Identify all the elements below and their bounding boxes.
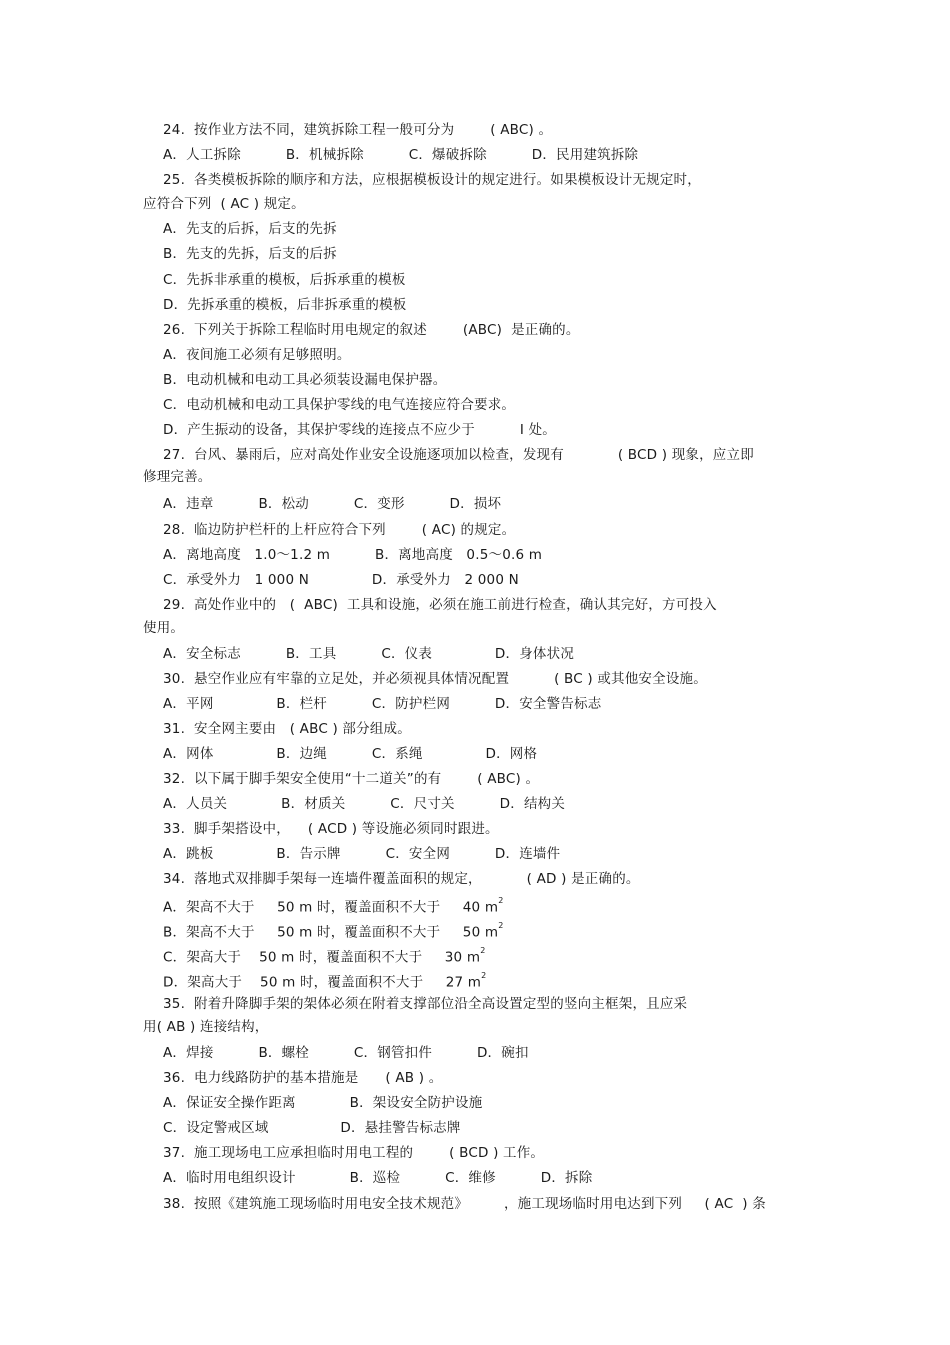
superscript-2: 2 xyxy=(481,971,487,980)
question-27: 27. 台风、暴雨后，应对高处作业安全设施逐项加以检查，发现有 ( BCD ) 现象，应立即 xyxy=(163,447,754,463)
option-34-c-text: C．架高大于 50 m 时，覆盖面积不大于 30 m xyxy=(163,949,481,966)
option-34-a xyxy=(163,895,503,917)
question-29-cont: 使用。 xyxy=(143,620,185,636)
question-29: 29. 高处作业中的 ( ABC) 工具和设施，必须在施工前进行检查，确认其完好，方可投入 xyxy=(163,597,717,613)
question-26: 26. 下列关于拆除工程临时用电规定的叙述 (ABC) 是正确的。 xyxy=(163,322,580,338)
options-31: A．网体 B．边绳 C．系绳 D．网格 xyxy=(163,746,538,762)
options-36-ab: A．保证安全操作距离 B．架设安全防护设施 xyxy=(163,1095,483,1111)
option-34-a-text: A．架高不大于 50 m 时，覆盖面积不大于 40 m xyxy=(163,899,499,916)
option-26-c: C．电动机械和电动工具保护零线的电气连接应符合要求。 xyxy=(163,397,516,413)
option-34-d xyxy=(163,970,486,992)
question-30: 30. 悬空作业应有牢靠的立足处，并必须视具体情况配置 ( BC ) 或其他安全设施。 xyxy=(163,671,707,687)
question-36: 36. 电力线路防护的基本措施是 ( AB ) 。 xyxy=(163,1070,443,1086)
superscript-2: 2 xyxy=(498,921,504,930)
options-28-cd: C．承受外力 1 000 N D．承受外力 2 000 N xyxy=(163,572,519,588)
options-27: A．违章 B．松动 C．变形 D．损坏 xyxy=(163,496,502,512)
question-31: 31. 安全网主要由 ( ABC ) 部分组成。 xyxy=(163,721,411,737)
options-35: A．焊接 B．螺栓 C．钢管扣件 D．碗扣 xyxy=(163,1045,529,1061)
option-25-a: A．先支的后拆，后支的先拆 xyxy=(163,221,337,237)
options-28-ab: A．离地高度 1.0～1.2 m B．离地高度 0.5～0.6 m xyxy=(163,547,543,563)
question-35: 35. 附着升降脚手架的架体必须在附着支撑部位沿全高设置定型的竖向主框架，且应采 xyxy=(163,996,688,1012)
option-25-b: B．先支的先拆，后支的后拆 xyxy=(163,246,337,262)
options-29: A．安全标志 B．工具 C．仪表 D．身体状况 xyxy=(163,646,575,662)
option-34-c xyxy=(163,945,485,967)
question-34: 34. 落地式双排脚手架每一连墙件覆盖面积的规定， ( AD ) 是正确的。 xyxy=(163,871,640,887)
options-32: A．人员关 B．材质关 C．尺寸关 D．结构关 xyxy=(163,796,566,812)
question-25-cont: 应符合下列 ( AC ) 规定。 xyxy=(143,196,305,212)
question-32: 32. 以下属于脚手架安全使用“十二道关”的有 ( ABC) 。 xyxy=(163,771,540,787)
options-37: A．临时用电组织设计 B．巡检 C．维修 D．拆除 xyxy=(163,1170,593,1186)
option-26-d: D．产生振动的设备，其保护零线的连接点不应少于 I 处。 xyxy=(163,422,556,438)
option-34-d-text: D．架高大于 50 m 时，覆盖面积不大于 27 m xyxy=(163,974,482,991)
options-36-cd: C．设定警戒区域 D．悬挂警告标志牌 xyxy=(163,1120,461,1136)
option-25-d: D．先拆承重的模板，后非拆承重的模板 xyxy=(163,297,407,313)
option-25-c: C．先拆非承重的模板，后拆承重的模板 xyxy=(163,272,406,288)
superscript-2: 2 xyxy=(498,896,504,905)
options-33: A．跳板 B．告示牌 C．安全网 D．连墙件 xyxy=(163,846,561,862)
question-28: 28. 临边防护栏杆的上杆应符合下列 ( AC) 的规定。 xyxy=(163,522,516,538)
options-24: A．人工拆除 B．机械拆除 C．爆破拆除 D．民用建筑拆除 xyxy=(163,147,639,163)
question-35-cont: 用( AB ) 连接结构， xyxy=(143,1019,269,1035)
question-37: 37. 施工现场电工应承担临时用电工程的 ( BCD ) 工作。 xyxy=(163,1145,545,1161)
option-26-a: A．夜间施工必须有足够照明。 xyxy=(163,347,351,363)
question-27-cont: 修理完善。 xyxy=(143,469,212,485)
question-24: 24. 按作业方法不同，建筑拆除工程一般可分为 ( ABC) 。 xyxy=(163,122,553,138)
option-34-b-text: B．架高不大于 50 m 时，覆盖面积不大于 50 m xyxy=(163,924,499,941)
question-38: 38. 按照《建筑施工现场临时用电安全技术规范》 ，施工现场临时用电达到下列 ( AC ) 条 xyxy=(163,1196,766,1212)
option-34-b xyxy=(163,920,504,942)
question-33: 33. 脚手架搭设中， ( ACD ) 等设施必须同时跟进。 xyxy=(163,821,499,837)
options-30: A．平网 B．栏杆 C．防护栏网 D．安全警告标志 xyxy=(163,696,602,712)
option-26-b: B．电动机械和电动工具必须装设漏电保护器。 xyxy=(163,372,447,388)
superscript-2: 2 xyxy=(480,946,486,955)
question-25: 25. 各类模板拆除的顺序和方法，应根据模板设计的规定进行。如果模板设计无规定时， xyxy=(163,172,701,188)
